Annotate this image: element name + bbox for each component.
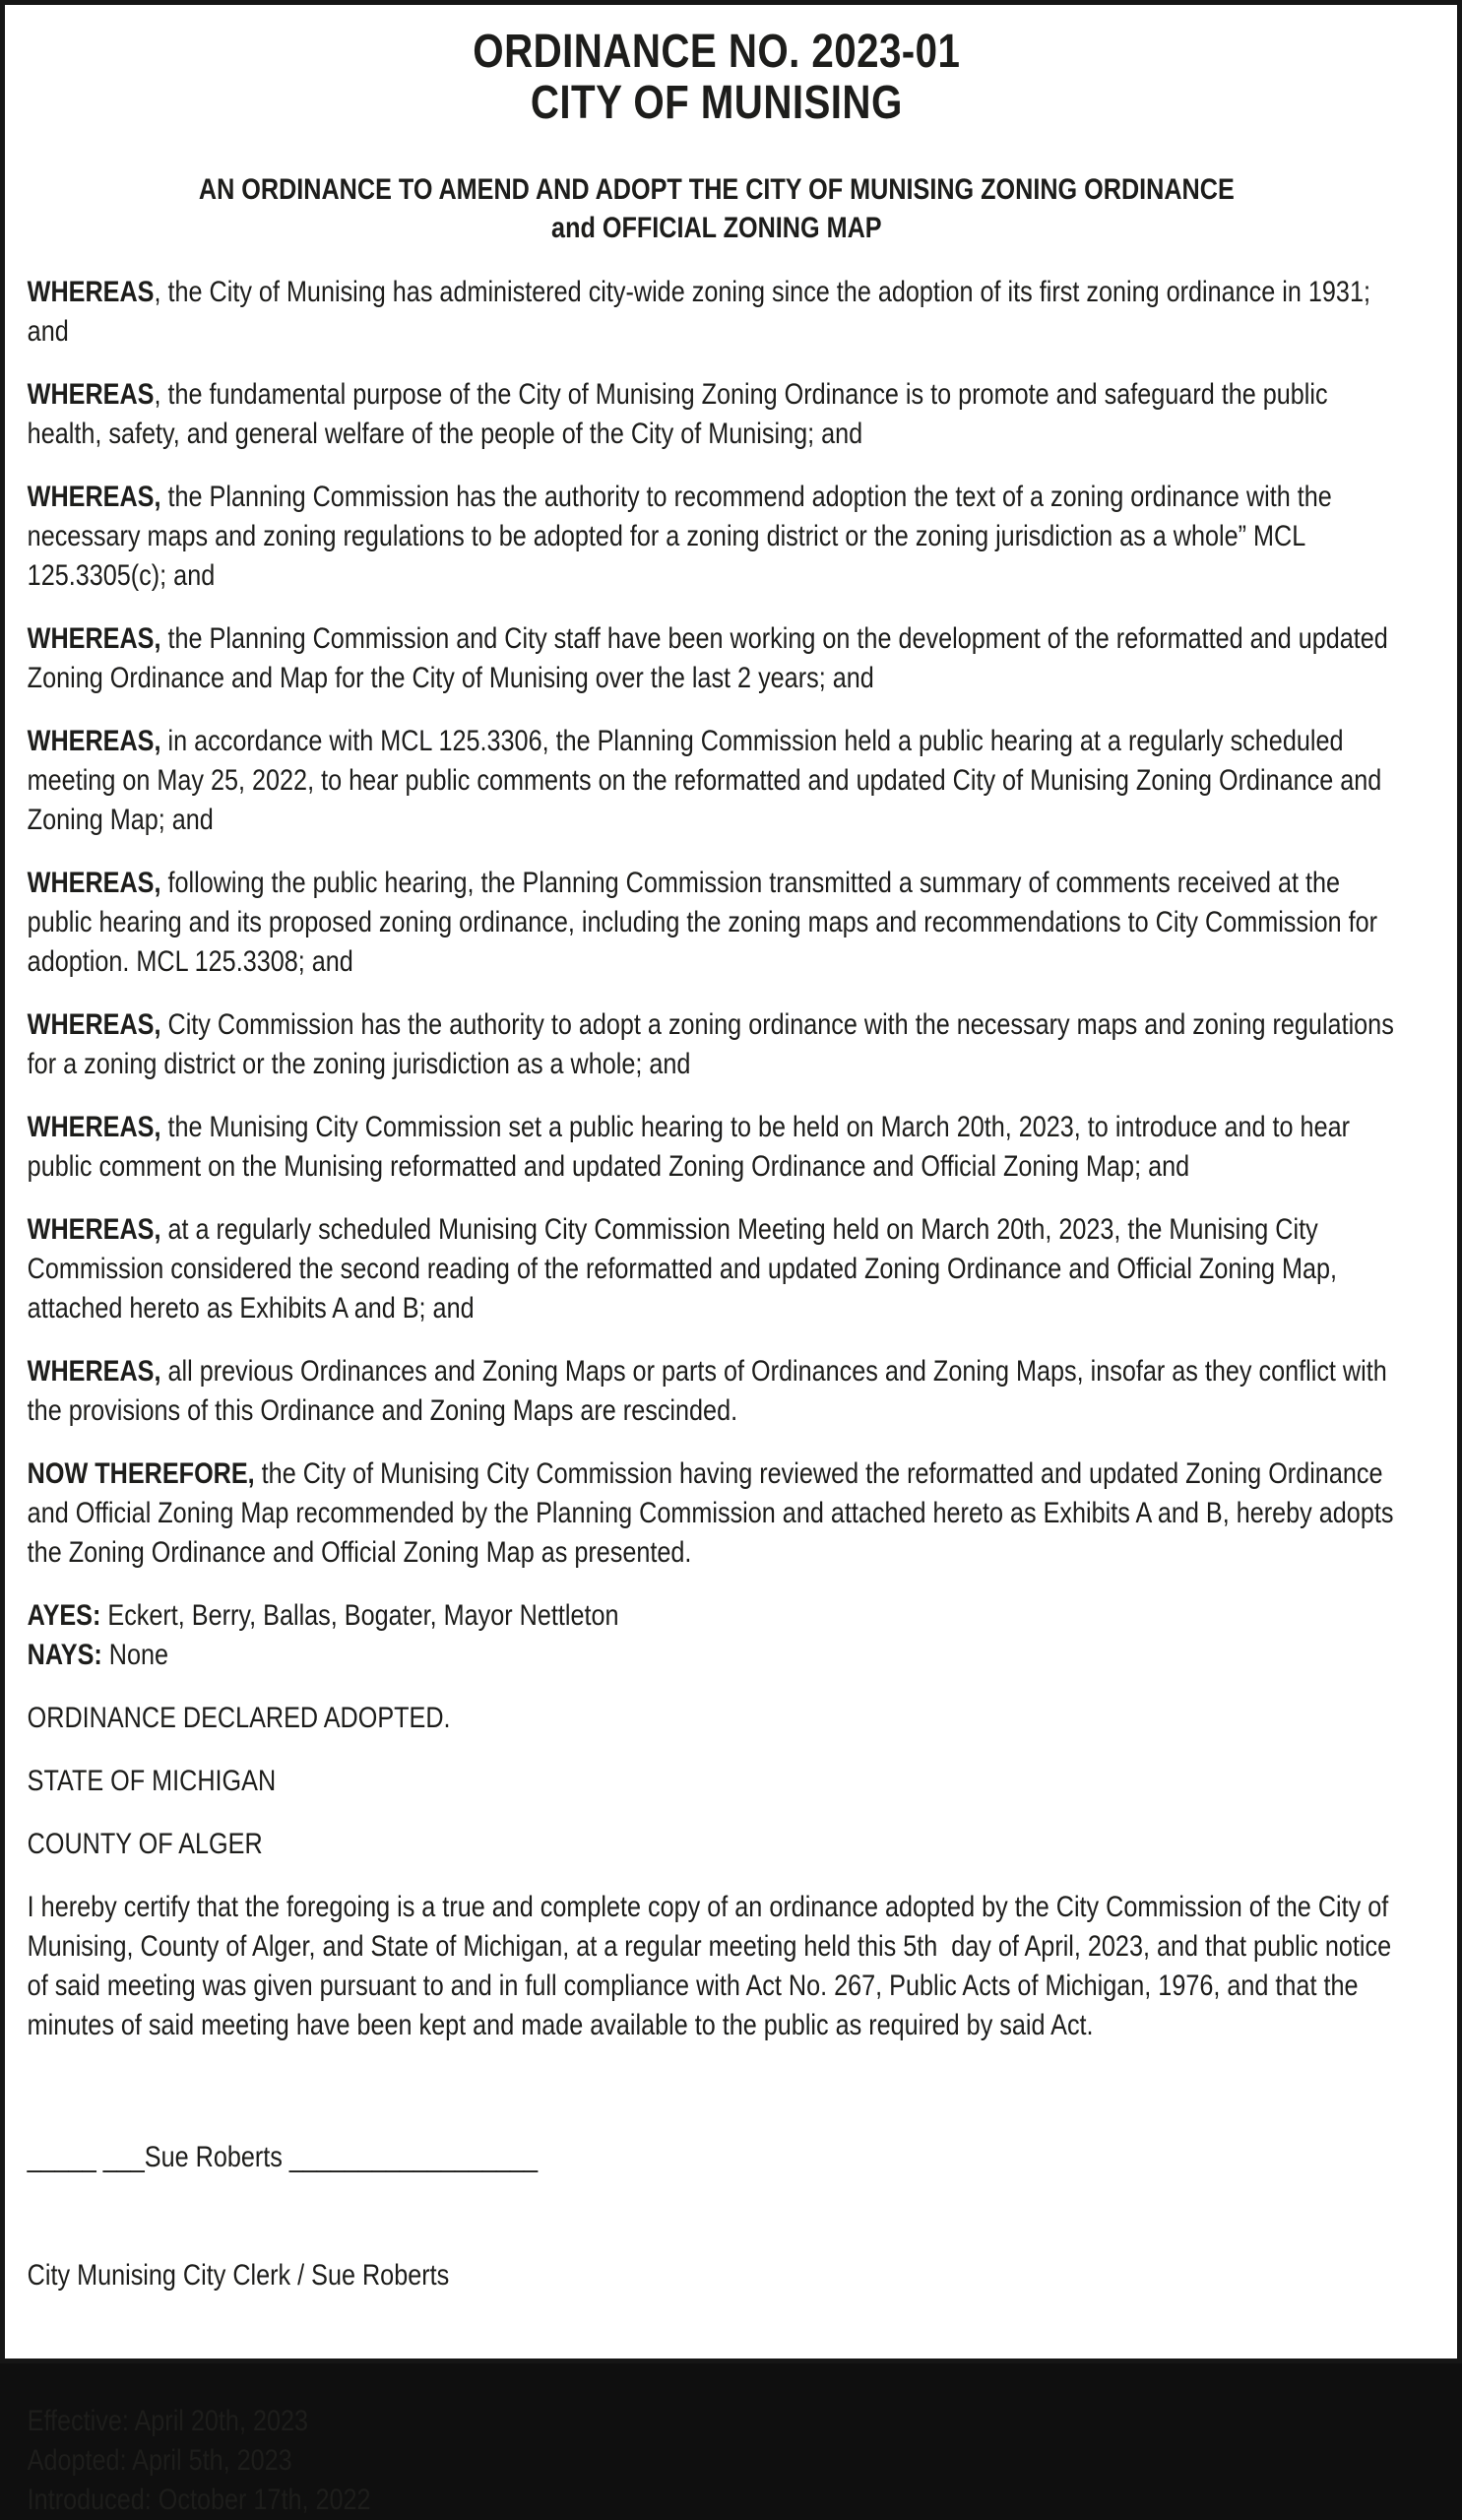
state-line: STATE OF MICHIGAN	[27, 1765, 277, 1797]
paragraph-lead: WHEREAS,	[27, 1213, 161, 1246]
county-line: COUNTY OF ALGER	[27, 1828, 263, 1860]
whereas-paragraph-4	[28, 619, 1400, 698]
paragraph-text: all previous Ordinances and Zoning Maps or parts of Ordinances and Zoning Maps, insofar as they conflict with the provisions of this Ordinance and Zoning Maps are rescinded.	[27, 1355, 1394, 1427]
whereas-paragraph-8	[28, 1108, 1400, 1187]
paragraph-lead: WHEREAS,	[27, 622, 161, 655]
paragraph-text: at a regularly scheduled Munising City Commission Meeting held on March 20th, 2023, the Munising City Commission considered the second reading of the reformatted and updated Zoning Ordinance and Official Zoning Map, attached hereto as Exhibits A and B; and	[27, 1213, 1345, 1325]
whereas-paragraph-10	[28, 1352, 1400, 1431]
signature-caption: City Munising City Clerk / Sue Roberts	[27, 2259, 450, 2292]
adopted-date: Adopted: April 5th, 2023	[27, 2444, 292, 2477]
paragraph-text: , the fundamental purpose of the City of Munising Zoning Ordinance is to promote and safeguard the public health, safety, and general welfare of the people of the City of Munising; and	[27, 378, 1335, 450]
paragraph-text: , the City of Munising has administered city-wide zoning since the adoption of its first zoning ordinance in 1931; and	[27, 276, 1377, 348]
paragraph-lead: WHEREAS,	[27, 481, 161, 513]
ayes-line	[28, 1596, 1400, 1636]
paragraph-text: the Planning Commission and City staff have been working on the development of the reformatted and updated Zoning Ordinance and Map for the City of Munising over the last 2 years; and	[27, 622, 1395, 694]
whereas-paragraph-7	[28, 1005, 1400, 1084]
paragraph-text: the Munising City Commission set a public hearing to be held on March 20th, 2023, to introduce and to hear public comment on the Munising reformatted and updated Zoning Ordinance and Official Zoning Map; and	[27, 1111, 1358, 1183]
whereas-paragraph-1	[28, 273, 1400, 352]
title-line-2: CITY OF MUNISING	[530, 77, 903, 129]
whereas-paragraph-5	[28, 722, 1400, 840]
effective-date: Effective: April 20th, 2023	[27, 2405, 309, 2437]
paragraph-lead: NOW THEREFORE,	[27, 1457, 255, 1490]
ayes-label: AYES:	[27, 1599, 101, 1632]
paragraph-lead: WHEREAS,	[27, 1111, 161, 1143]
signature-line: _____ ___Sue Roberts __________________	[27, 2141, 539, 2173]
dates-block	[28, 2402, 1406, 2520]
whereas-paragraph-2	[28, 375, 1400, 454]
paragraph-lead: WHEREAS,	[27, 1355, 161, 1388]
ayes-names: Eckert, Berry, Ballas, Bogater, Mayor Nettleton	[100, 1599, 619, 1632]
subtitle-line-1: AN ORDINANCE TO AMEND AND ADOPT THE CITY OF MUNISING ZONING ORDINANCE	[198, 173, 1235, 206]
whereas-paragraph-6	[28, 864, 1400, 982]
nays-names: None	[101, 1639, 169, 1671]
document-title	[28, 27, 1406, 129]
paragraph-text: the City of Munising City Commission having reviewed the reformatted and updated Zoning Ordinance and Official Zoning Map recommended by the Planning Commission and attached hereto as Exhibits A and B, hereby adopts the Zoning Ordinance and Official Zoning Map as presented.	[27, 1457, 1401, 1569]
adoption-declaration: ORDINANCE DECLARED ADOPTED.	[27, 1702, 451, 1734]
document-content	[5, 5, 1406, 2520]
whereas-paragraph-3	[28, 478, 1400, 596]
nays-label: NAYS:	[27, 1639, 102, 1671]
paragraph-text: City Commission has the authority to adopt a zoning ordinance with the necessary maps and zoning regulations for a zoning district or the zoning jurisdiction as a whole; and	[27, 1008, 1401, 1080]
certification-paragraph: I hereby certify that the foregoing is a true and complete copy of an ordinance adopted by the City Commission of the City of Munising, County of Alger, and State of Michigan, at a regular meeting held this 5th day of April, 2023, and that public notice of said meeting was given pursuant to and in full compliance with Act No. 267, Public Acts of Michigan, 1976, and that the minutes of said meeting have been kept and made available to the public as required by said Act.	[27, 1891, 1399, 2041]
whereas-paragraph-9	[28, 1210, 1400, 1328]
vote-record	[28, 1596, 1406, 1675]
title-line-1: ORDINANCE NO. 2023-01	[473, 26, 961, 78]
paragraph-lead: WHEREAS	[27, 378, 155, 411]
now-therefore-paragraph	[28, 1454, 1400, 1573]
paragraph-text: following the public hearing, the Planning Commission transmitted a summary of comments received at the public hearing and its proposed zoning ordinance, including the zoning maps and recommendations to City Commission for adoption. MCL 125.3308; and	[27, 867, 1385, 978]
nays-line	[28, 1636, 1400, 1675]
paragraph-lead: WHEREAS,	[27, 867, 161, 899]
paragraph-lead: WHEREAS	[27, 276, 155, 308]
paragraph-lead: WHEREAS,	[27, 725, 161, 757]
subtitle-line-2: and OFFICIAL ZONING MAP	[551, 212, 882, 244]
paragraph-text: the Planning Commission has the authority to recommend adoption the text of a zoning ordinance with the necessary maps and zoning regulations to be adopted for a zoning district or the zoning jurisdiction as a whole” MCL 125.3305(c); and	[27, 481, 1339, 592]
signature-block	[28, 2059, 1400, 2374]
document-subtitle	[28, 170, 1406, 247]
introduced-date: Introduced: October 17th, 2022	[27, 2484, 371, 2516]
paragraph-text: in accordance with MCL 125.3306, the Planning Commission held a public hearing at a regularly scheduled meeting on May 25, 2022, to hear public comments on the reformatted and updated City of Munising Zoning Ordinance and Zoning Map; and	[27, 725, 1389, 836]
paragraph-lead: WHEREAS,	[27, 1008, 161, 1041]
